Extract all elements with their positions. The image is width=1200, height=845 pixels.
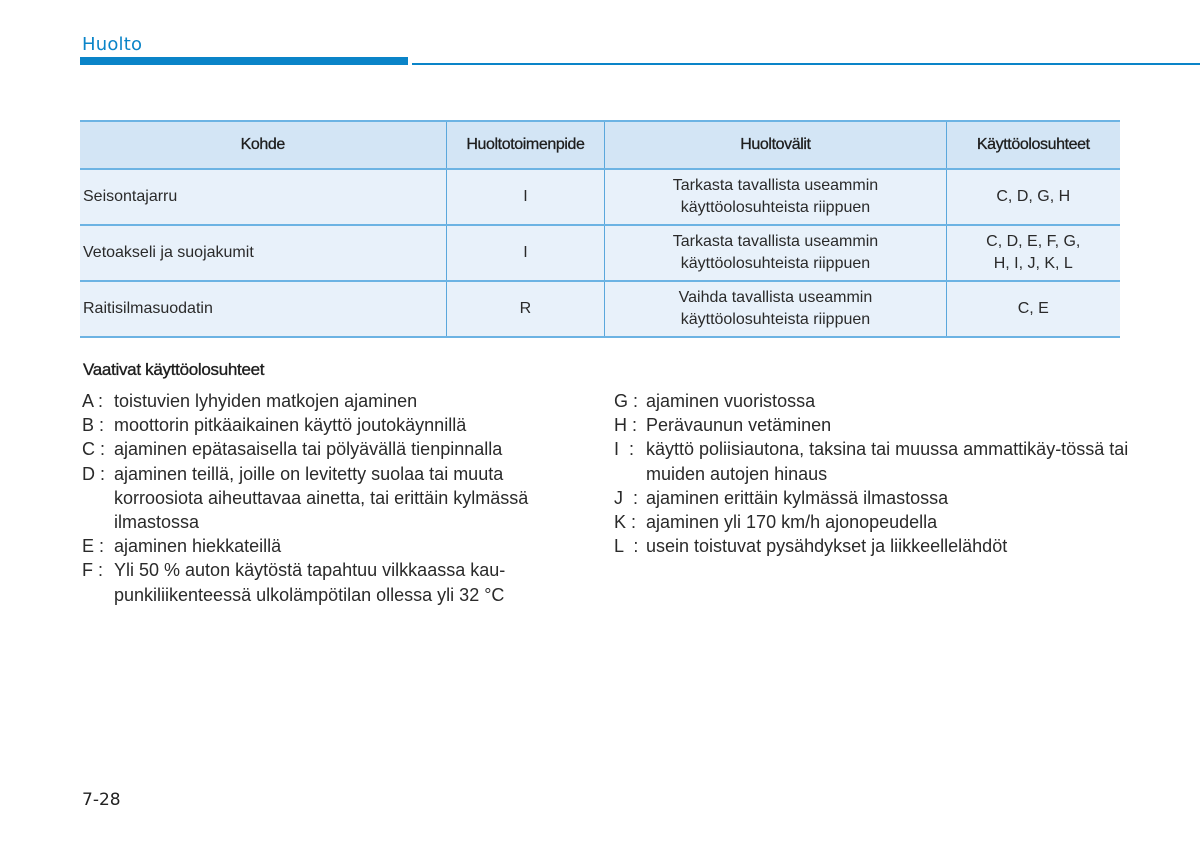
section-title: Huolto [82, 34, 143, 55]
legend-key: C : [82, 439, 106, 460]
legend-item [82, 462, 582, 535]
column-header-action: Huoltotoimenpide [446, 121, 605, 169]
column-header-item: Kohde [80, 121, 446, 169]
conditions-line: H, I, J, K, L [993, 255, 1073, 272]
legend-list-right [614, 389, 1134, 558]
legend-key: G : [614, 391, 639, 411]
interval-line: Tarkasta tavallista useammin [672, 177, 879, 194]
table-header-row [80, 121, 1120, 169]
cell-action: R [446, 281, 605, 337]
legend-text: Yli 50 % auton käytöstä tapahtuu vilkkaassa kau-punkiliikenteessä ulkolämpötilan ollessa yli 32 °C [114, 560, 506, 605]
cell-interval [605, 225, 946, 281]
interval-line: käyttöolosuhteista riippuen [680, 199, 871, 216]
legend-key: L : [614, 536, 639, 557]
legend-item [614, 389, 1134, 413]
cell-conditions [946, 281, 1120, 337]
cell-item: Seisontajarru [80, 169, 446, 225]
interval-line: käyttöolosuhteista riippuen [680, 255, 871, 272]
maintenance-table [80, 120, 1120, 338]
legend-item [614, 510, 1134, 534]
legend-text: toistuvien lyhyiden matkojen ajaminen [114, 391, 418, 411]
conditions-line: C, E [1017, 300, 1049, 317]
legend-key: B : [82, 415, 105, 436]
cell-interval [605, 281, 946, 337]
legend-item [82, 437, 582, 461]
legend-key: J : [614, 487, 639, 508]
legend-text: ajaminen hiekkateillä [114, 536, 282, 557]
legend-text: käyttö poliisiautona, taksina tai muussa ammattikäy-tössä tai muiden autojen hinaus [646, 439, 1129, 484]
legend-item [82, 558, 582, 606]
legend-item [82, 534, 582, 558]
legend-key: I : [614, 439, 635, 460]
legend-key: A : [82, 391, 104, 411]
header-rule-thin [412, 63, 1200, 65]
legend-text: usein toistuvat pysähdykset ja liikkeellelähdöt [646, 536, 1008, 557]
header-rule-thick [80, 57, 408, 65]
page-number: 7-28 [82, 790, 121, 810]
legend-text: moottorin pitkäaikainen käyttö joutokäynnillä [114, 415, 467, 436]
legend-key: D : [82, 463, 106, 484]
legend-item [82, 413, 582, 437]
legend-list-left [82, 389, 582, 607]
cell-conditions [946, 225, 1120, 281]
legend-item [82, 389, 582, 413]
cell-item: Vetoakseli ja suojakumit [80, 225, 446, 281]
legend-key: F : [82, 560, 103, 581]
legend-text: ajaminen epätasaisella tai pölyävällä tienpinnalla [114, 439, 503, 460]
legend-text: ajaminen yli 170 km/h ajonopeudella [646, 512, 938, 533]
interval-line: Vaihda tavallista useammin [678, 289, 873, 306]
legend-item [614, 413, 1134, 437]
legend-item [614, 534, 1134, 558]
interval-line: Tarkasta tavallista useammin [672, 233, 879, 250]
legend-text: ajaminen erittäin kylmässä ilmastossa [646, 487, 949, 508]
legend-key: E : [82, 536, 105, 557]
cell-interval [605, 169, 946, 225]
legend-text: ajaminen vuoristossa [646, 391, 816, 411]
legend-key: K : [614, 512, 637, 533]
table-row [80, 281, 1120, 337]
interval-line: käyttöolosuhteista riippuen [680, 311, 871, 328]
conditions-line: C, D, G, H [996, 188, 1071, 205]
cell-action: I [446, 225, 605, 281]
column-header-conditions: Käyttöolosuhteet [946, 121, 1120, 169]
cell-conditions [946, 169, 1120, 225]
column-header-interval: Huoltovälit [605, 121, 946, 169]
legend-title: Vaativat käyttöolosuhteet [83, 360, 265, 379]
legend-item [614, 486, 1134, 510]
table-row [80, 169, 1120, 225]
legend-text: Perävaunun vetäminen [646, 415, 832, 436]
legend-key: H : [614, 415, 638, 436]
conditions-line: C, D, E, F, G, [986, 233, 1081, 250]
legend-item [614, 437, 1134, 485]
legend-text: ajaminen teillä, joille on levitetty suolaa tai muuta korroosiota aiheuttavaa ainetta, tai erittäin kylmässä ilmastossa [114, 463, 529, 533]
table-row [80, 225, 1120, 281]
cell-action: I [446, 169, 605, 225]
cell-item: Raitisilmasuodatin [80, 281, 446, 337]
